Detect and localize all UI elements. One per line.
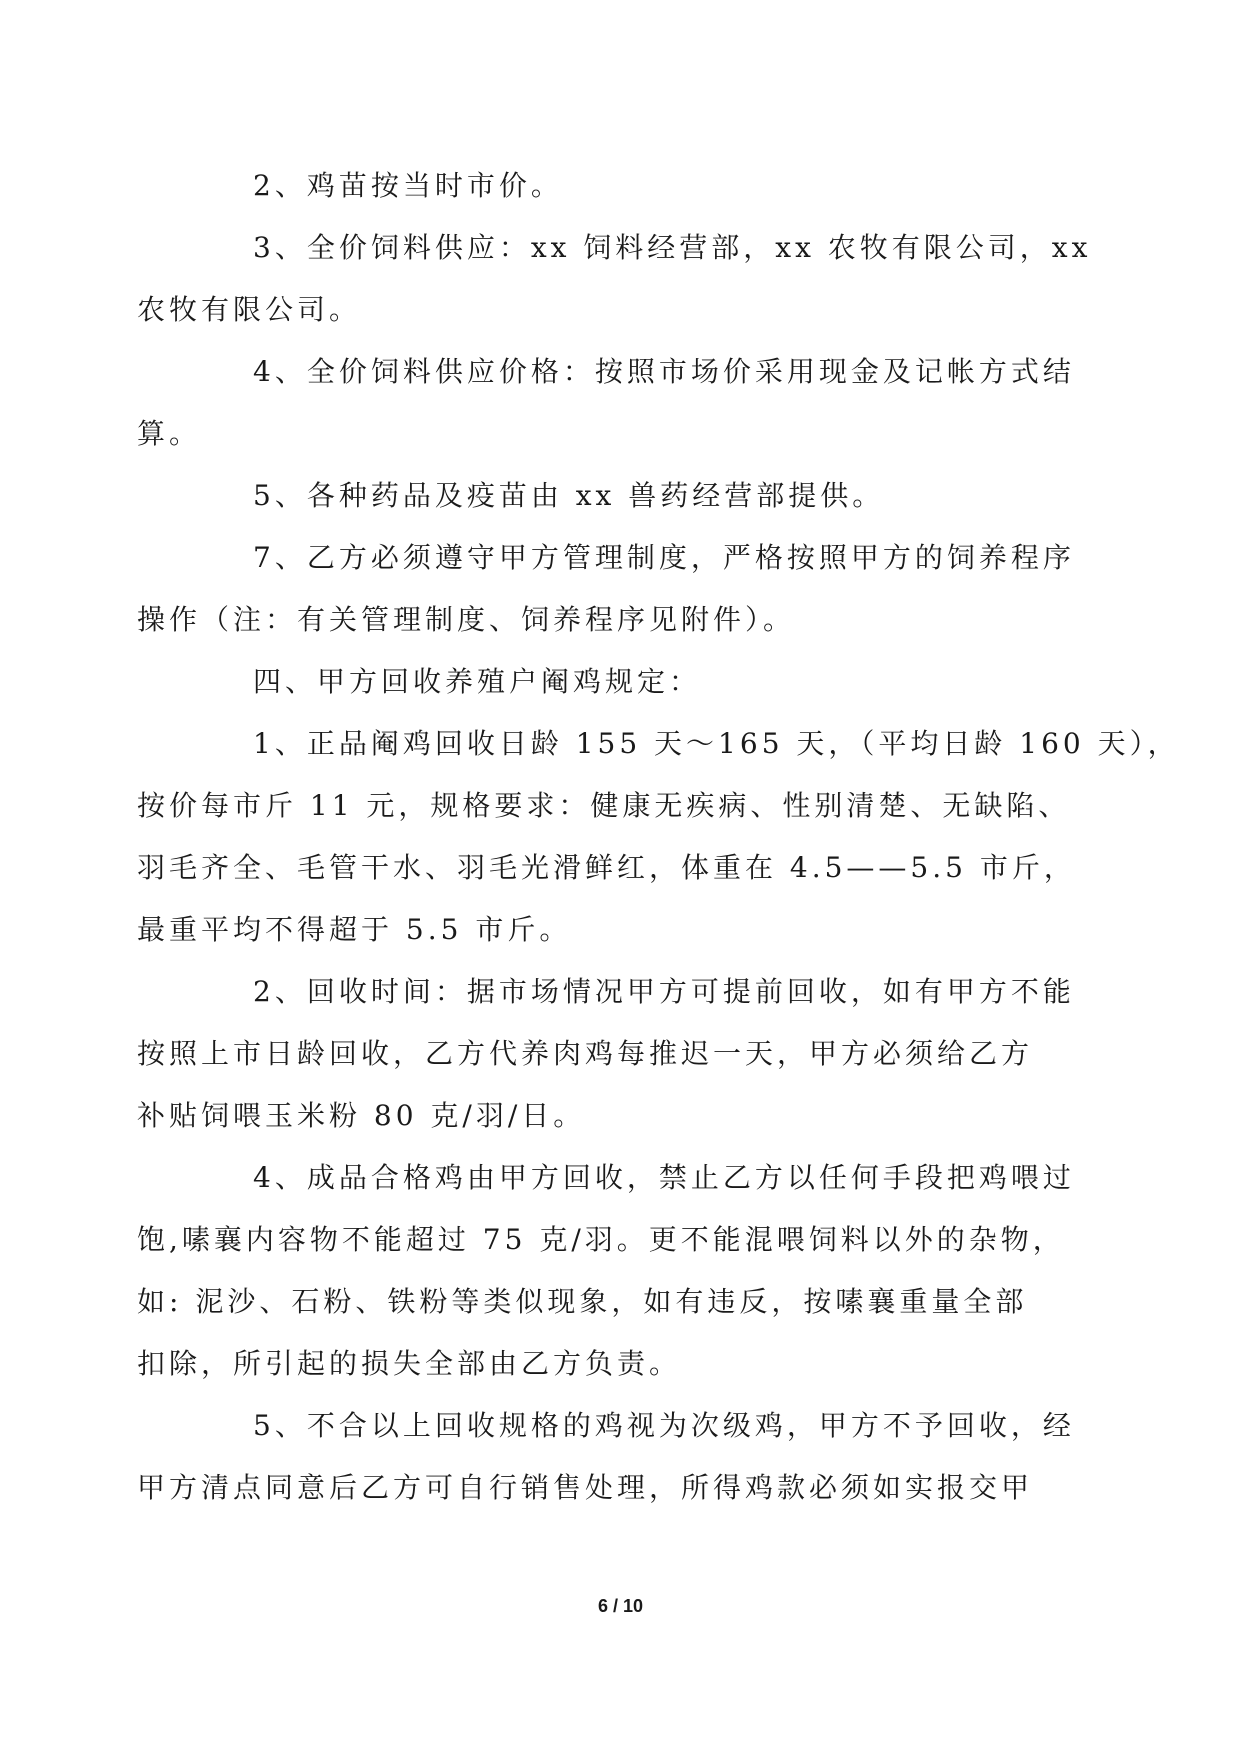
paragraph [137,713,1180,961]
text-line: 四、甲方回收养殖户阉鸡规定： [253,665,702,698]
text-line: 4、全价饲料供应价格：按照市场价采用现金及记帐方式结 [253,355,1075,388]
paragraph [137,1147,1075,1395]
text-line: 5、各种药品及疫苗由 xx 兽药经营部提供。 [253,479,885,512]
text-line: 羽毛齐全、毛管干水、羽毛光滑鲜红，体重在 4.5——5.5 市斤， [137,851,1076,884]
text-line: 按价每市斤 11 元，规格要求：健康无疾病、性别清楚、无缺陷、 [137,789,1071,822]
text-line: 2、鸡苗按当时市价。 [253,169,563,202]
paragraph [195,465,1055,527]
text-line: 5、不合以上回收规格的鸡视为次级鸡，甲方不予回收，经 [253,1409,1075,1442]
text-line: 7、乙方必须遵守甲方管理制度，严格按照甲方的饲养程序 [253,541,1075,574]
paragraph [137,217,1092,341]
text-line: 农牧有限公司。 [137,293,362,326]
text-line: 按照上市日龄回收，乙方代养肉鸡每推迟一天，甲方必须给乙方 [137,1037,1034,1070]
text-line: 饱,嗉襄内容物不能超过 75 克/羽。更不能混喂饲料以外的杂物， [137,1223,1065,1256]
text-line: 2、回收时间：据市场情况甲方可提前回收，如有甲方不能 [253,975,1075,1008]
text-line: 扣除，所引起的损失全部由乙方负责。 [137,1347,682,1380]
text-line: 操作（注：有关管理制度、饲养程序见附件）。 [137,603,796,636]
text-line: 最重平均不得超于 5.5 市斤。 [137,913,572,946]
page-number: 6 / 10 [597,1596,644,1616]
text-line: 算。 [137,417,202,450]
document-body [137,155,1180,1519]
text-line: 如: 泥沙、石粉、铁粉等类似现象，如有违反，按嗉襄重量全部 [137,1285,1028,1318]
text-line: 甲方清点同意后乙方可自行销售处理，所得鸡款必须如实报交甲 [137,1471,1034,1504]
text-line: 1、正品阉鸡回收日龄 155 天～165 天，（平均日龄 160 天）， [253,727,1180,760]
text-line: 3、全价饲料供应：xx 饲料经营部，xx 农牧有限公司，xx [253,231,1092,264]
text-line: 4、成品合格鸡由甲方回收，禁止乙方以任何手段把鸡喂过 [253,1161,1075,1194]
text-line: 补贴饲喂玉米粉 80 克/羽/日。 [137,1099,586,1132]
paragraph [137,341,1075,465]
paragraph [137,961,1075,1147]
paragraph [137,1395,1075,1519]
paragraph [195,155,1055,217]
paragraph [137,527,1075,651]
section-heading [195,651,1055,713]
